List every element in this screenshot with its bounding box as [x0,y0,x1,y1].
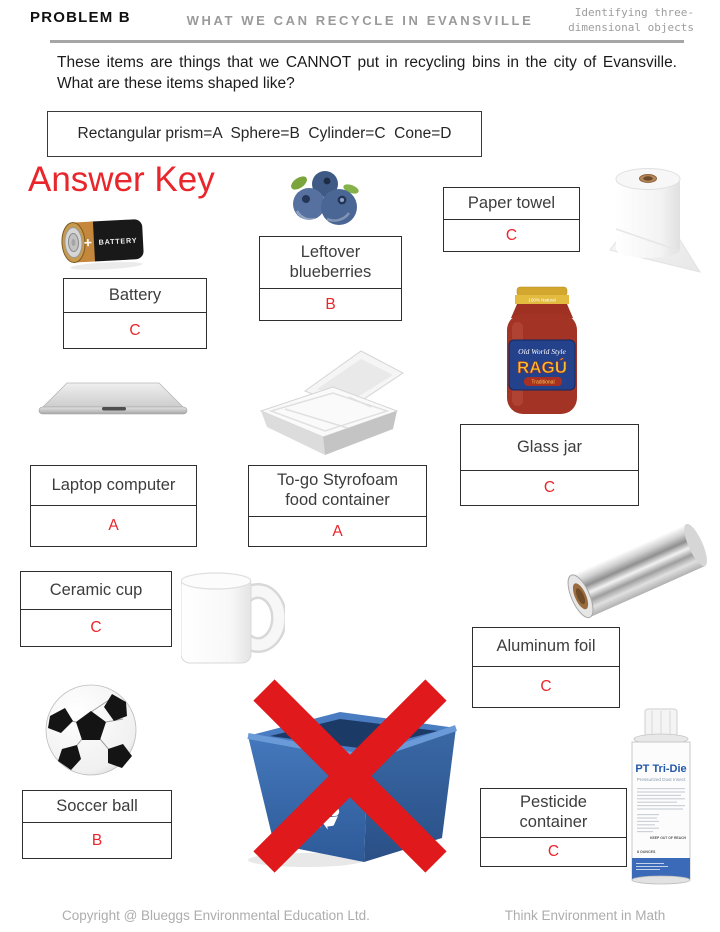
item-box-battery [63,278,207,349]
page-subtitle [568,5,694,35]
page-subtitle-line1: Identifying three- [574,6,694,19]
battery-plus-sign: + [83,234,93,251]
ceramic-cup-image [181,570,285,668]
item-box-soccer-ball [22,790,172,859]
ragu-variant-text: Traditional [531,379,555,386]
item-answer-ceramic-cup: C [90,619,102,636]
item-label-ceramic-cup: Ceramic cup [21,572,171,610]
ragu-style-text: Old World Style [518,347,566,356]
item-label-laptop: Laptop computer [31,466,196,506]
shape-key-box [47,111,482,157]
item-label-glass-jar: Glass jar [461,425,638,471]
footer-copyright: Copyright @ Blueggs Environmental Education Ltd. [62,908,370,923]
spray-caution-text: KEEP OUT OF REACH [650,836,686,840]
item-label-blueberries: Leftover blueberries [260,237,401,289]
item-answer-laptop: A [108,517,119,534]
item-label-styrofoam: To-go Styrofoam food container [249,466,426,517]
spray-subtitle-text: Pressurized Dust Insect [636,777,686,782]
glass-jar-image [502,286,582,418]
instructions-text: These items are things that we CANNOT put in recycling bins in the city of Evansville. What are these items shaped like? [57,54,677,92]
item-box-laptop [30,465,197,547]
ragu-natural-text: 100% Natural [528,297,556,303]
paper-towel-image [602,157,702,279]
page-title: WHAT WE CAN RECYCLE IN EVANSVILLE [186,13,534,28]
item-answer-paper-towel: C [505,226,518,244]
item-answer-blueberries: B [325,295,336,313]
aluminum-foil-image [558,524,708,619]
item-box-glass-jar [460,424,639,506]
item-label-pesticide: Pesticide container [481,789,626,838]
battery-image [57,212,149,272]
soccer-ball-image [44,683,138,777]
page-subtitle-line2: dimensional objects [568,21,694,34]
item-box-paper-towel [443,187,580,252]
answer-key-heading: Answer Key [28,160,215,199]
x-mark-icon [246,678,454,876]
header-divider [50,40,684,43]
item-box-blueberries [259,236,402,321]
item-label-battery: Battery [64,279,206,313]
footer-tagline: Think Environment in Math [504,908,666,923]
item-box-ceramic-cup [20,571,172,647]
styrofoam-container-image [255,347,405,459]
battery-brand-text: BATTERY [98,235,138,247]
pesticide-can-image [626,708,696,890]
item-label-paper-towel: Paper towel [444,188,579,220]
item-answer-pesticide: C [547,843,560,860]
item-box-aluminum-foil [472,627,620,708]
item-answer-aluminum-foil: C [540,678,552,695]
item-box-pesticide [480,788,627,867]
laptop-image [37,374,189,426]
ragu-brand-text: RAGÚ [516,358,568,377]
item-answer-battery: C [129,321,141,339]
spray-brand-text: PT Tri-Die [635,763,687,775]
problem-label: PROBLEM B [30,9,131,26]
shape-key-text: Rectangular prism=A Sphere=B Cylinder=C Cone=D [77,125,452,142]
item-label-soccer-ball: Soccer ball [23,791,171,823]
item-answer-soccer-ball: B [91,831,103,849]
blueberries-image [285,167,367,231]
item-box-styrofoam [248,465,427,547]
item-answer-glass-jar: C [543,479,556,496]
item-label-aluminum-foil: Aluminum foil [473,628,619,667]
item-answer-styrofoam: A [332,522,343,540]
spray-contents-text: 8 OUNCES [637,850,656,854]
